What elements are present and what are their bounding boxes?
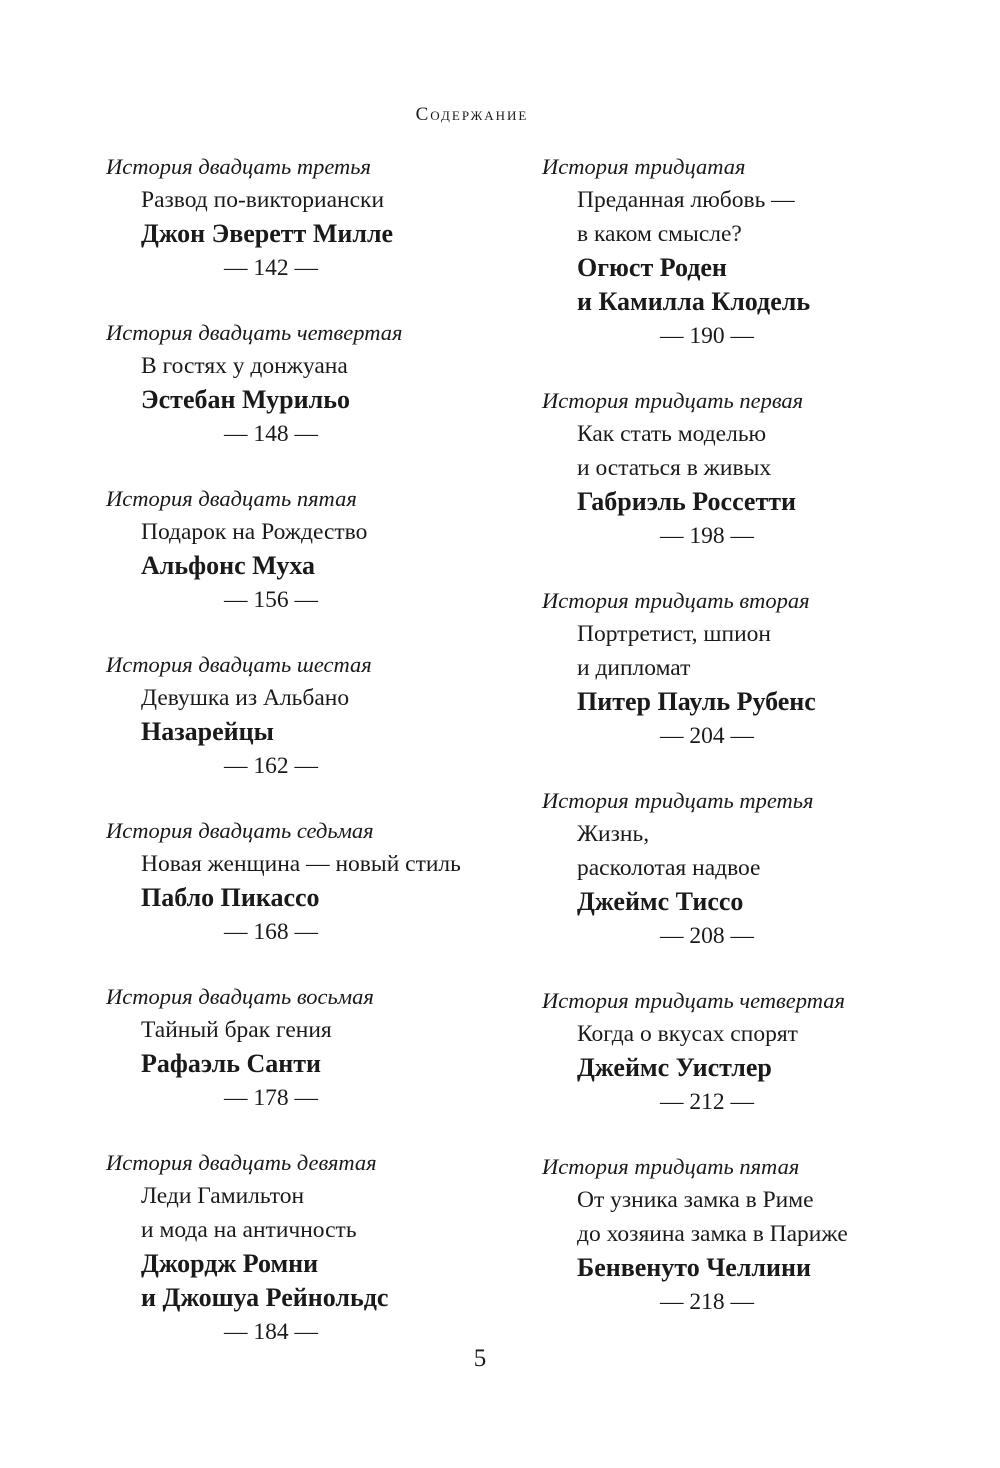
story-author: Пабло Пикассо [141,883,320,912]
story-title: Развод по-викториански [141,187,385,213]
story-title: Новая женщина — новый стиль [141,851,461,877]
story-title: Тайный брак гения [141,1017,332,1043]
story-page-number: — 142 — [224,255,318,281]
story-number: История двадцать четвертая [106,320,403,345]
toc-entry [106,648,526,783]
story-author: Бенвенуто Челлини [577,1253,811,1282]
story-title: до хозяина замка в Париже [577,1221,848,1247]
toc-right-column [542,150,962,1350]
toc-entry [542,384,962,553]
story-title: в каком смысле? [577,221,742,247]
story-title: и остаться в живых [577,455,772,481]
toc-entry [542,984,962,1119]
story-title: и мода на античность [141,1217,357,1243]
story-title: В гостях у донжуана [141,353,348,379]
story-page-number: — 178 — [224,1085,318,1111]
story-number: История тридцать третья [542,788,814,813]
toc-entry [106,1146,526,1349]
story-page-number: — 190 — [660,323,754,349]
story-number: История двадцать шестая [106,652,372,677]
story-title: Преданная любовь — [577,187,795,213]
story-title: Как стать моделью [577,421,767,447]
story-page-number: — 168 — [224,919,318,945]
story-author: Джеймс Тиссо [577,887,744,916]
story-number: История двадцать девятая [106,1150,377,1175]
toc-entry [106,150,526,285]
toc-entry [542,784,962,953]
story-author: Габриэль Россетти [577,487,796,516]
toc-entry [106,814,526,949]
story-title: Подарок на Рождество [141,519,368,545]
story-page-number: — 184 — [224,1319,318,1345]
story-number: История тридцать пятая [542,1154,800,1179]
story-author: и Джошуа Рейнольдс [141,1283,389,1312]
story-page-number: — 162 — [224,753,318,779]
story-number: История двадцать седьмая [106,818,374,843]
story-title: От узника замка в Риме [577,1187,814,1213]
toc-entry [106,482,526,617]
story-title: и дипломат [577,655,691,681]
story-page-number: — 148 — [224,421,318,447]
toc-entry [106,316,526,451]
story-page-number: — 212 — [660,1089,754,1115]
story-page-number: — 204 — [660,723,754,749]
story-author: Рафаэль Санти [141,1049,321,1078]
toc-entry [542,150,962,353]
story-author: Эстебан Мурильо [141,385,350,414]
story-number: История тридцать вторая [542,588,810,613]
story-author: Альфонс Муха [141,551,315,580]
story-title: Леди Гамильтон [141,1183,305,1209]
story-author: Джеймс Уистлер [577,1053,772,1082]
story-number: История тридцатая [542,154,746,179]
story-page-number: — 198 — [660,523,754,549]
story-title: Девушка из Альбано [141,685,350,711]
toc-entry [542,584,962,753]
story-author: Джордж Ромни [141,1249,319,1278]
toc-left-column [106,150,526,1380]
toc-entry [106,980,526,1115]
story-author: Питер Пауль Рубенс [577,687,816,716]
story-number: История двадцать пятая [106,486,357,511]
page-number: 5 [473,1345,487,1372]
story-number: История двадцать третья [106,154,371,179]
story-number: История двадцать восьмая [106,984,374,1009]
story-title: Жизнь, [577,821,650,847]
story-author: Джон Эверетт Милле [141,219,394,248]
story-number: История тридцать четвертая [542,988,845,1013]
story-number: История тридцать первая [542,388,804,413]
story-title: Портретист, шпион [577,621,772,647]
page-title: Содержание [415,104,529,125]
story-author: Назарейцы [141,717,274,746]
story-page-number: — 218 — [660,1289,754,1315]
story-title: Когда о вкусах спорят [577,1021,798,1047]
story-author: Огюст Роден [577,253,727,282]
toc-entry [542,1150,962,1319]
story-page-number: — 156 — [224,587,318,613]
story-page-number: — 208 — [660,923,754,949]
story-title: расколотая надвое [577,855,761,881]
story-author: и Камилла Клодель [577,287,811,316]
